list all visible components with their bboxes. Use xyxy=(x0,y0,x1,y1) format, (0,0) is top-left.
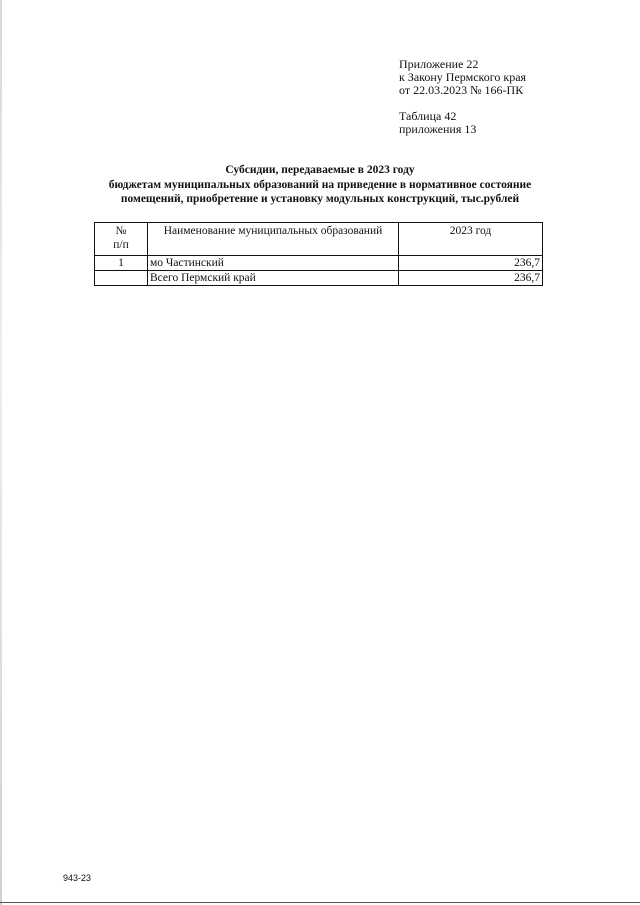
appendix-number: Приложение 22 xyxy=(399,57,479,71)
scan-edge xyxy=(0,0,2,905)
table-appendix: приложения 13 xyxy=(399,122,477,136)
header-number xyxy=(95,223,148,256)
document-code: 943-23 xyxy=(63,873,92,883)
title-line-1: Субсидии, передаваемые в 2023 году xyxy=(225,164,415,176)
table-total-row xyxy=(95,271,543,286)
row-number: 1 xyxy=(95,256,148,271)
table-row xyxy=(95,256,543,271)
title-line-2: бюджетам муниципальных образований на приведение в нормативное состояние xyxy=(108,178,532,191)
header-municipality: Наименование муниципальных образований xyxy=(148,223,399,256)
table-header-row xyxy=(95,223,543,256)
total-number xyxy=(95,271,148,286)
table-reference xyxy=(399,110,476,136)
row-value: 236,7 xyxy=(399,256,543,271)
appendix-reference xyxy=(399,58,526,97)
header-year: 2023 год xyxy=(399,223,543,256)
header-number-symbol: № xyxy=(115,225,127,237)
page-bottom-edge xyxy=(0,902,640,903)
title-line-3: помещений, приобретение и установку модульных конструкций, тыс.рублей xyxy=(120,193,520,205)
appendix-law: к Закону Пермского края xyxy=(399,70,527,84)
header-number-abbr: п/п xyxy=(113,239,129,251)
table-number: Таблица 42 xyxy=(399,109,457,123)
total-value: 236,7 xyxy=(399,271,543,286)
total-label: Всего Пермский край xyxy=(148,271,399,286)
appendix-law-date: от 22.03.2023 № 166-ПК xyxy=(399,83,524,97)
document-title xyxy=(60,163,580,207)
row-municipality: мо Частинский xyxy=(148,256,399,271)
subsidy-table xyxy=(94,222,543,286)
